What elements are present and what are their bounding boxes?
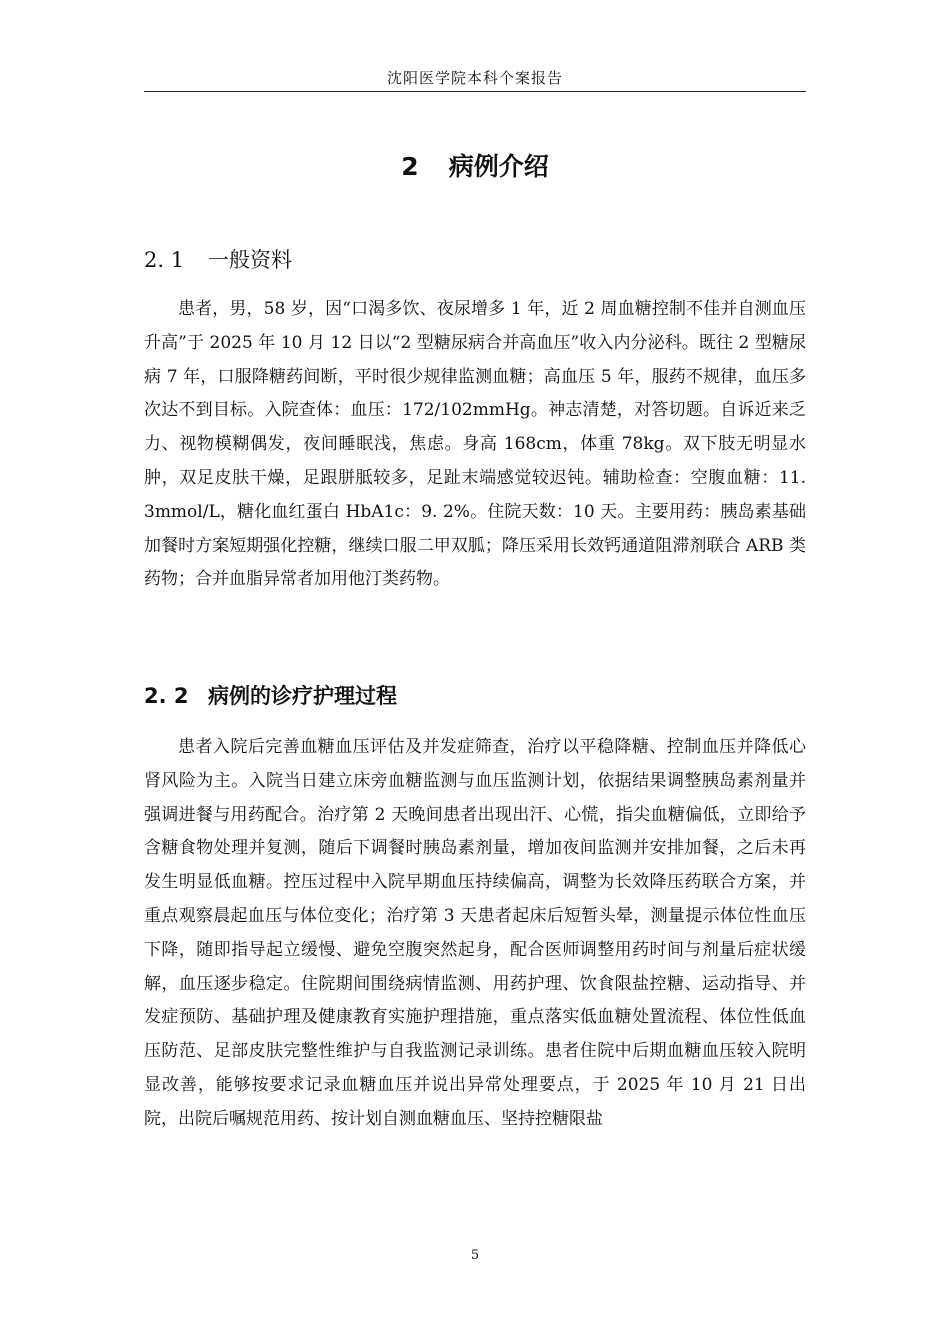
general-info-paragraph: 患者，男，58 岁，因“口渴多饮、夜尿增多 1 年，近 2 周血糖控制不佳并自测血压升高”于 2025 年 10 月 12 日以“2 型糖尿病合并高血压”收入内分泌科。既往 2 型糖尿病 7 年，口服降糖药间断，平时很少规律监测血糖；高血压 5 年，服药不规律，血压多次达不到目标。入院查体：血压：172/102mmHg。神志清楚，对答切题。自诉近来乏力、视物模糊偶发，夜间睡眠浅，焦虑。身高 168cm，体重 78kg。双下肢无明显水肿，双足皮肤干燥，足跟胼胝较多，足趾末端感觉较迟钝。辅助检查：空腹血糖：11. 3mmol/L，糖化血红蛋白 HbA1c：9. 2%。住院天数：10 天。主要用药：胰岛素基础加餐时方案短期强化控糖，继续口服二甲双胍；降压采用长效钙通道阻滞剂联合 ARB 类药物；合并血脂异常者加用他汀类药物。: [144, 299, 806, 590]
chapter-title: 病例介绍: [448, 152, 549, 181]
section-title: 一般资料: [208, 248, 292, 272]
section-number: 2. 1: [144, 248, 185, 272]
header-divider: [144, 91, 806, 92]
chapter-heading: [144, 150, 806, 184]
section-number: 2. 2: [144, 684, 189, 708]
section-heading-general-info: [144, 245, 806, 275]
page-number: 5: [470, 1248, 480, 1263]
section-heading-treatment-process: [144, 681, 806, 711]
section-title: 病例的诊疗护理过程: [208, 684, 397, 708]
treatment-process-paragraph: 患者入院后完善血糖血压评估及并发症筛查，治疗以平稳降糖、控制血压并降低心肾风险为主。入院当日建立床旁血糖监测与血压监测计划，依据结果调整胰岛素剂量并强调进餐与用药配合。治疗第 2 天晚间患者出现出汗、心慌，指尖血糖偏低，立即给予含糖食物处理并复测，随后下调餐时胰岛素剂量，增加夜间监测并安排加餐，之后未再发生明显低血糖。控压过程中入院早期血压持续偏高，调整为长效降压药联合方案，并重点观察晨起血压与体位变化；治疗第 3 天患者起床后短暂头晕，测量提示体位性血压下降，随即指导起立缓慢、避免空腹突然起身，配合医师调整用药时间与剂量后症状缓解，血压逐步稳定。住院期间围绕病情监测、用药护理、饮食限盐控糖、运动指导、并发症预防、基础护理及健康教育实施护理措施，重点落实低血糖处置流程、体位性低血压防范、足部皮肤完整性维护与自我监测记录训练。患者住院中后期血糖血压较入院明显改善，能够按要求记录血糖血压并说出异常处理要点，于 2025 年 10 月 21 日出院，出院后嘱规范用药、按计划自测血糖血压、坚持控糖限盐: [144, 737, 806, 1129]
running-header: 沈阳医学院本科个案报告: [386, 69, 563, 87]
chapter-number: 2: [401, 152, 419, 181]
